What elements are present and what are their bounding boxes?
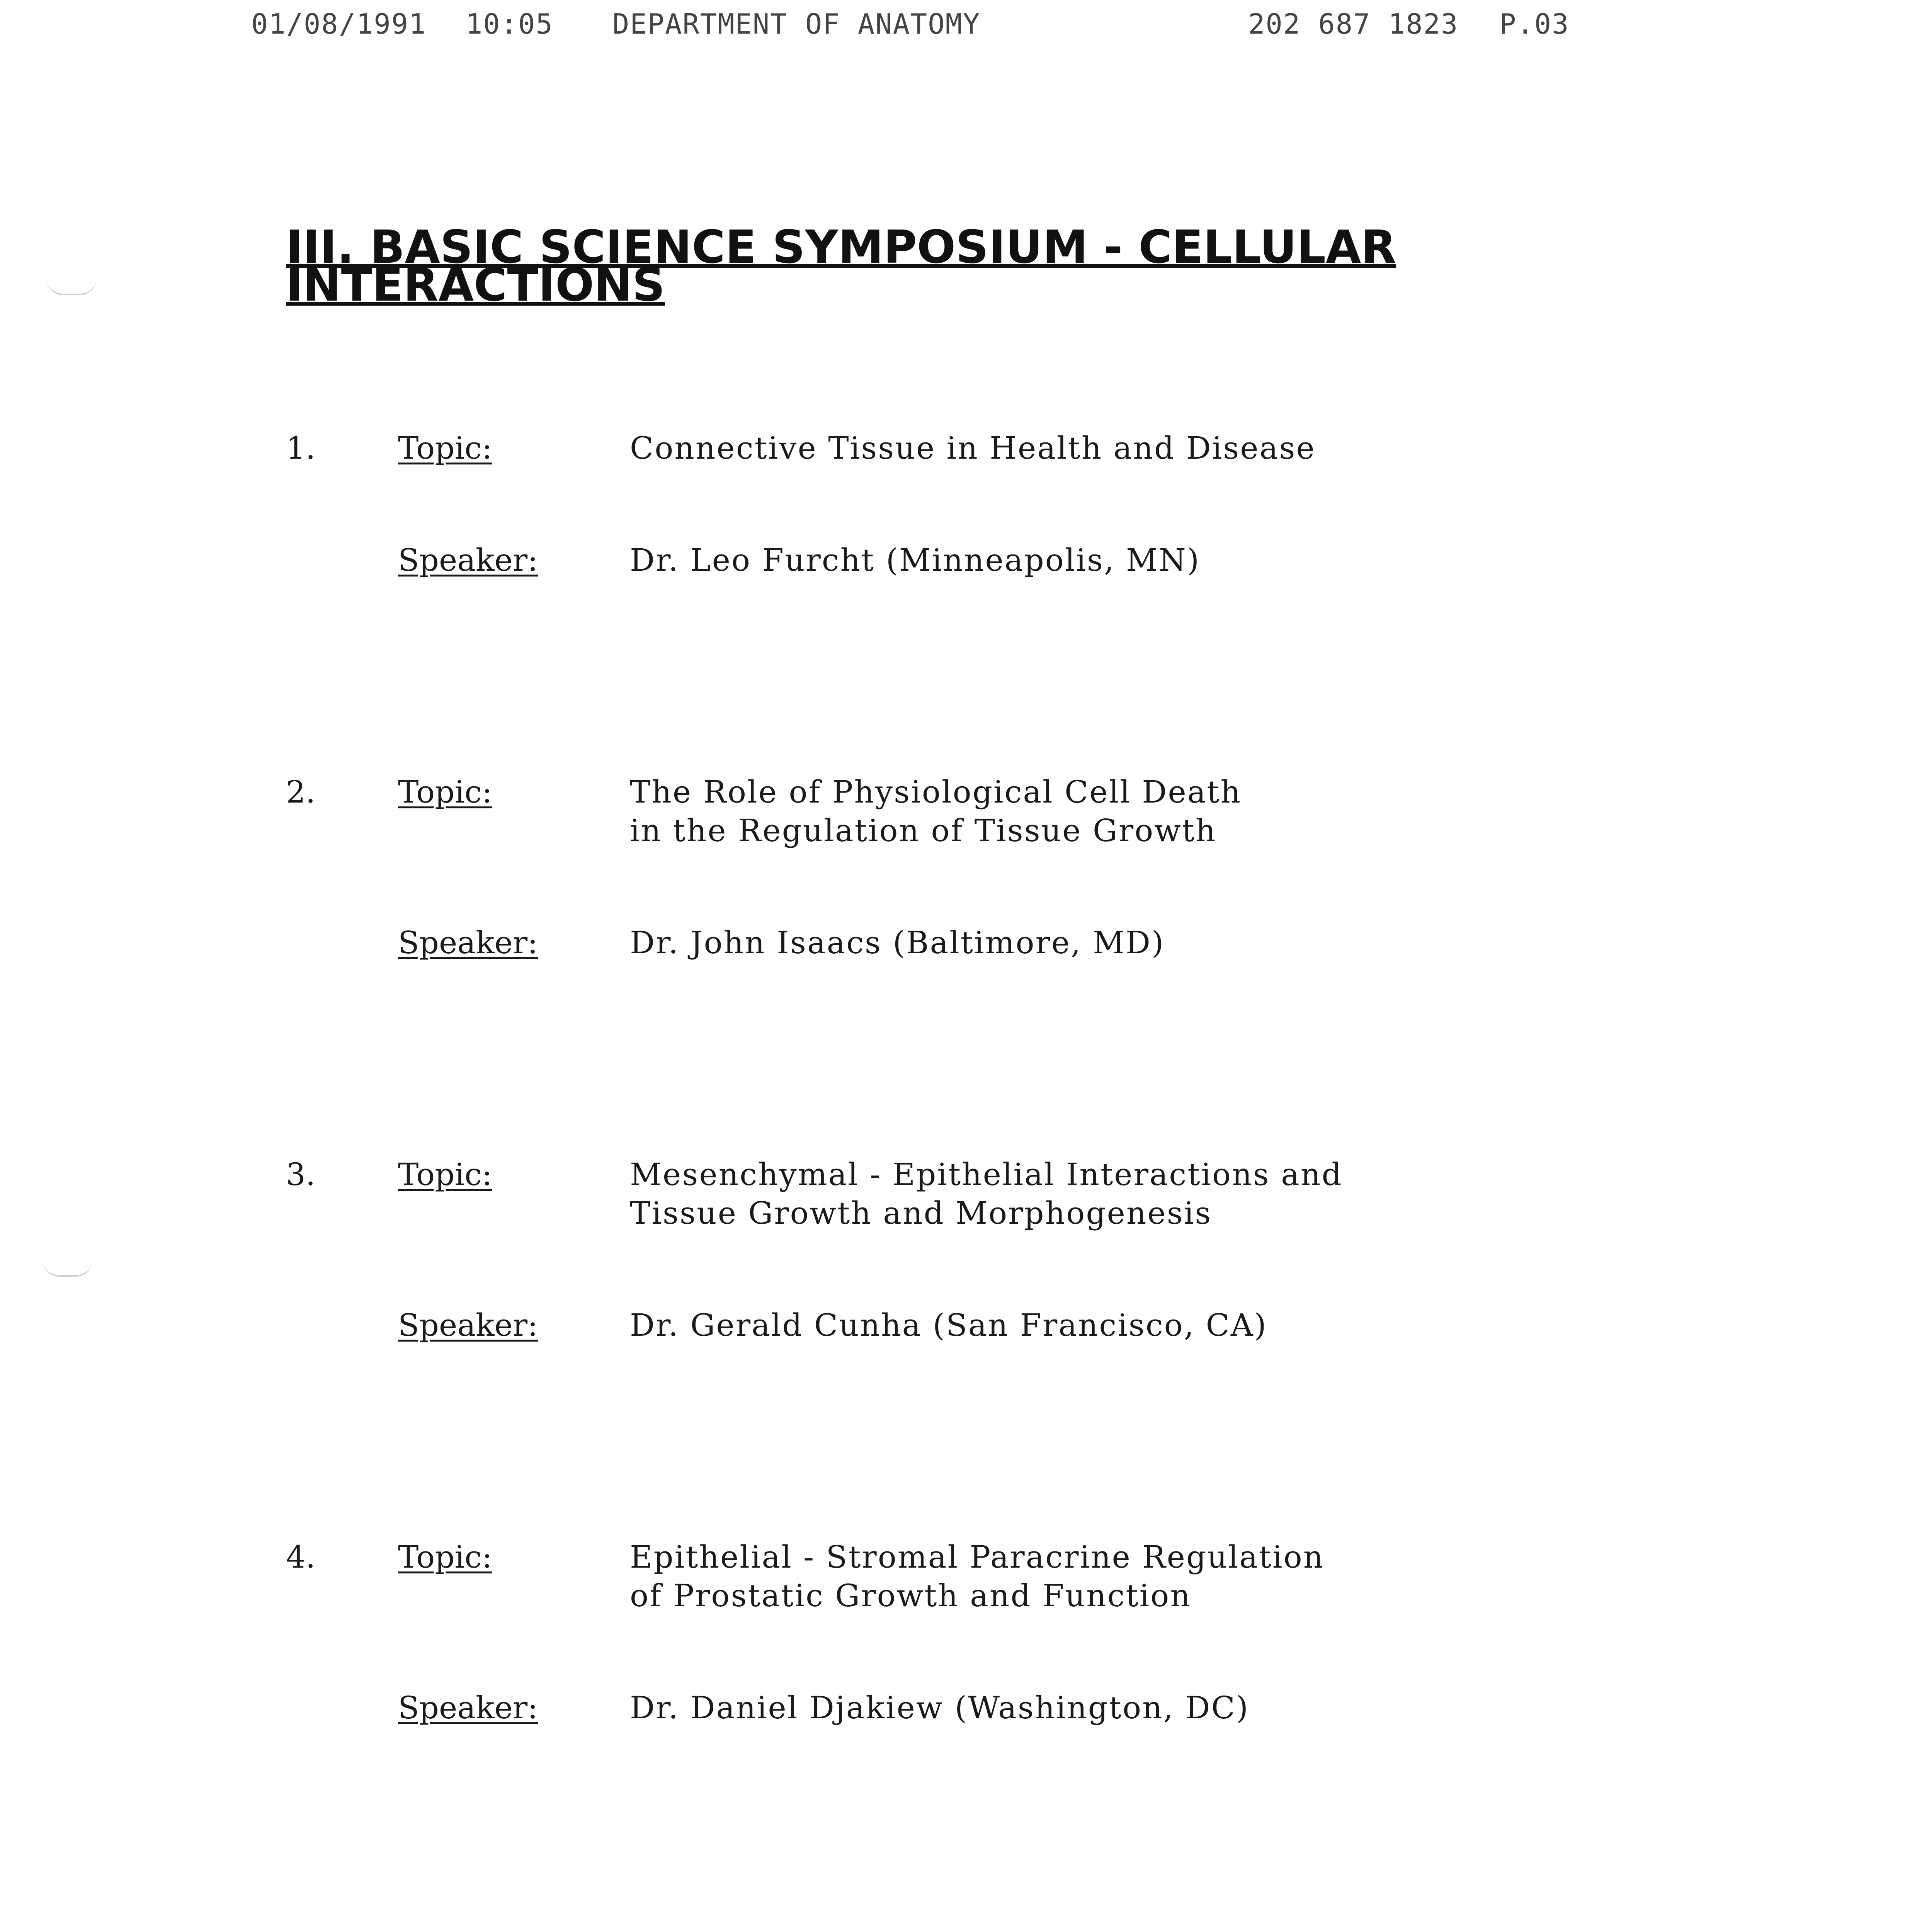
topic-label: Topic: <box>398 1539 492 1575</box>
fax-phone: 202 687 1823 <box>1248 8 1459 40</box>
hole-punch-mark <box>43 1260 93 1277</box>
topic-text <box>630 1538 1519 1615</box>
topic-text <box>630 429 1519 468</box>
fax-header <box>0 8 1917 50</box>
fax-date: 01/08/1991 <box>251 8 427 40</box>
topic-line: Mesenchymal - Epithelial Interactions and <box>630 1156 1343 1192</box>
topic-row <box>0 429 1917 514</box>
item-number: 4. <box>286 1539 316 1575</box>
topic-line: of Prostatic Growth and Function <box>630 1578 1191 1614</box>
section-heading: III. BASIC SCIENCE SYMPOSIUM - CELLULAR INTERACTIONS <box>286 220 1397 311</box>
speaker-row <box>0 1689 1917 1774</box>
speaker-label: Speaker: <box>398 1307 538 1343</box>
speaker-label: Speaker: <box>398 925 538 961</box>
topic-row <box>0 773 1917 858</box>
topic-line: Connective Tissue in Health and Disease <box>630 430 1316 466</box>
speaker-row <box>0 923 1917 1009</box>
topic-text <box>630 1155 1519 1233</box>
speaker-text: Dr. Daniel Djakiew (Washington, DC) <box>630 1690 1250 1726</box>
fax-department: DEPARTMENT OF ANATOMY <box>612 8 981 40</box>
fax-time: 10:05 <box>466 8 553 40</box>
topic-row <box>0 1538 1917 1623</box>
topic-label: Topic: <box>398 430 492 466</box>
speaker-label: Speaker: <box>398 542 538 578</box>
topic-line: The Role of Physiological Cell Death <box>630 774 1242 810</box>
topic-label: Topic: <box>398 774 492 810</box>
item-number: 3. <box>286 1156 316 1192</box>
topic-label: Topic: <box>398 1156 492 1192</box>
speaker-text: Dr. Leo Furcht (Minneapolis, MN) <box>630 542 1201 578</box>
item-number: 1. <box>286 430 316 466</box>
speaker-label: Speaker: <box>398 1690 538 1726</box>
speaker-text: Dr. Gerald Cunha (San Francisco, CA) <box>630 1307 1267 1343</box>
topic-text <box>630 773 1519 850</box>
topic-line: in the Regulation of Tissue Growth <box>630 813 1217 849</box>
speaker-text: Dr. John Isaacs (Baltimore, MD) <box>630 925 1165 961</box>
item-number: 2. <box>286 774 316 810</box>
topic-line: Tissue Growth and Morphogenesis <box>630 1195 1212 1231</box>
fax-page-number: P.03 <box>1499 8 1570 40</box>
topic-line: Epithelial - Stromal Paracrine Regulation <box>630 1539 1325 1575</box>
speaker-row <box>0 1306 1917 1391</box>
topic-row <box>0 1155 1917 1240</box>
speaker-row <box>0 541 1917 626</box>
hole-punch-mark <box>46 278 97 295</box>
